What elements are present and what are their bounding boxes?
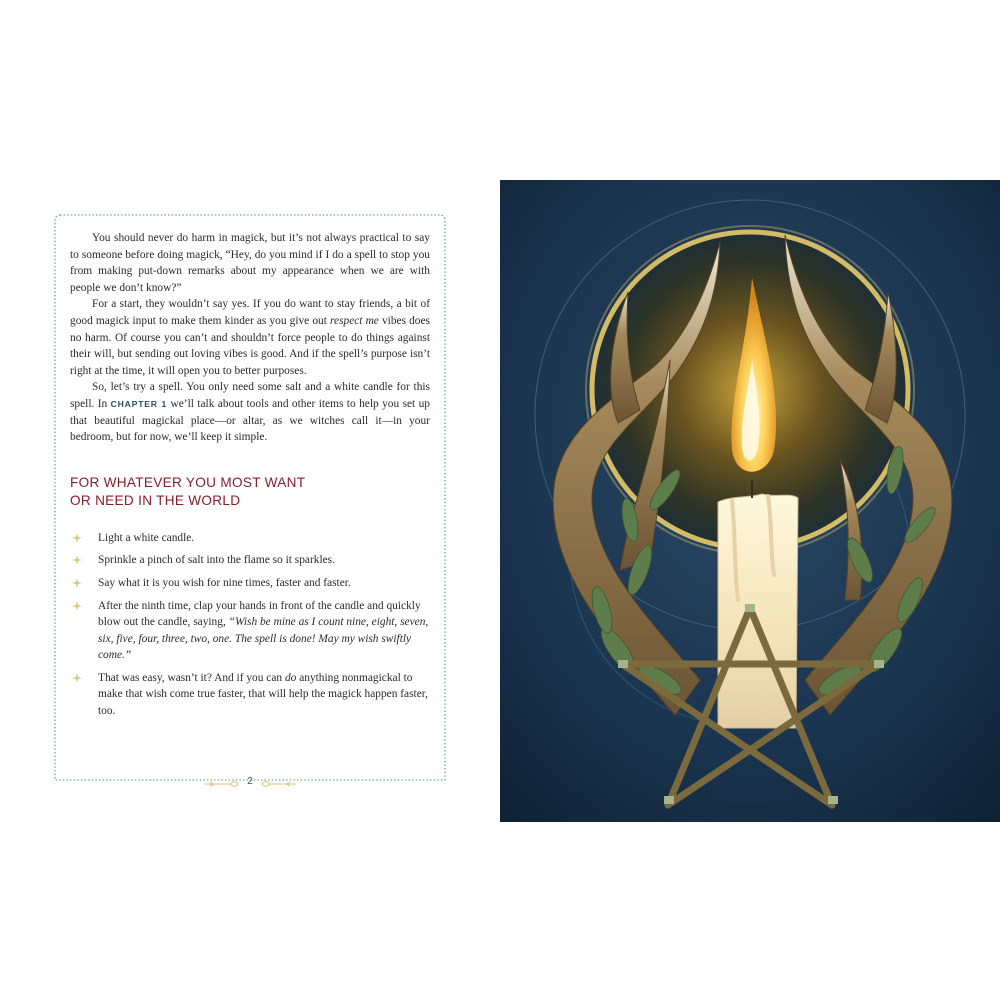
- chapter-reference: CHAPTER 1: [110, 398, 168, 409]
- body-text: [70, 230, 430, 726]
- flourish-ornament-icon: [260, 780, 296, 788]
- paragraph-1: You should never do harm in magick, but it’s not always practical to say to someone before doing magick, “Hey, do you mind if I do a spell to stop you from making put-down remarks about my appearance when we are with people we don’t know?”: [70, 232, 430, 294]
- emphasis-do: do: [284, 671, 297, 684]
- candle-antlers-pentacle-illustration: [500, 180, 1000, 822]
- book-page-left: [54, 214, 446, 787]
- sparkle-bullet-icon: [72, 673, 82, 683]
- sparkle-bullet-icon: [72, 533, 82, 543]
- spell-heading: [70, 474, 430, 510]
- page-number: 2: [247, 775, 253, 787]
- sparkle-bullet-icon: [72, 578, 82, 588]
- paragraph-2: For a start, they wouldn’t say yes. If you do want to stay friends, a bit of good magick input to make them kinder as you give out respect me vibes does no harm. Of course you can’t and shouldn’t force people to do things against their will, but sending out loving vibes is good. And if the spell’s purpose isn’t right at the time, it will open you to better purposes.: [70, 298, 430, 377]
- spell-heading-line-2: OR NEED IN THE WORLD: [70, 492, 241, 508]
- spell-steps-list: [70, 530, 430, 720]
- list-item: Sprinkle a pinch of salt into the flame so it sparkles.: [70, 552, 430, 569]
- list-item: Say what it is you wish for nine times, faster and faster.: [70, 575, 430, 592]
- spell-heading-line-1: FOR WHATEVER YOU MOST WANT: [70, 474, 306, 490]
- paragraph-3: So, let’s try a spell. You only need some salt and a white candle for this spell. In CHAPTER 1 we’ll talk about tools and other items to help you set up that beautiful magickal place—or altar, as we witches call it—in your bedroom, but for now, we’ll keep it simple.: [70, 381, 431, 444]
- list-item: Light a white candle.: [70, 530, 430, 547]
- sparkle-bullet-icon: [72, 601, 82, 611]
- emphasis-respect-me: respect me: [330, 314, 379, 327]
- list-item: That was easy, wasn’t it? And if you can do anything nonmagickal to make that wish come true faster, that will help the magick happen faster, too.: [70, 670, 430, 720]
- sparkle-bullet-icon: [72, 555, 82, 565]
- spell-chant: “Wish be mine as I count nine, eight, seven, six, five, four, three, two, one. The spell is done! May my wish swiftly come.”: [98, 616, 429, 662]
- list-item: After the ninth time, clap your hands in front of the candle and quickly blow out the candle, saying, “Wish be mine as I count nine, eight, seven, six, five, four, three, two, one. The spell is done! May my wish swiftly come.”: [70, 598, 430, 664]
